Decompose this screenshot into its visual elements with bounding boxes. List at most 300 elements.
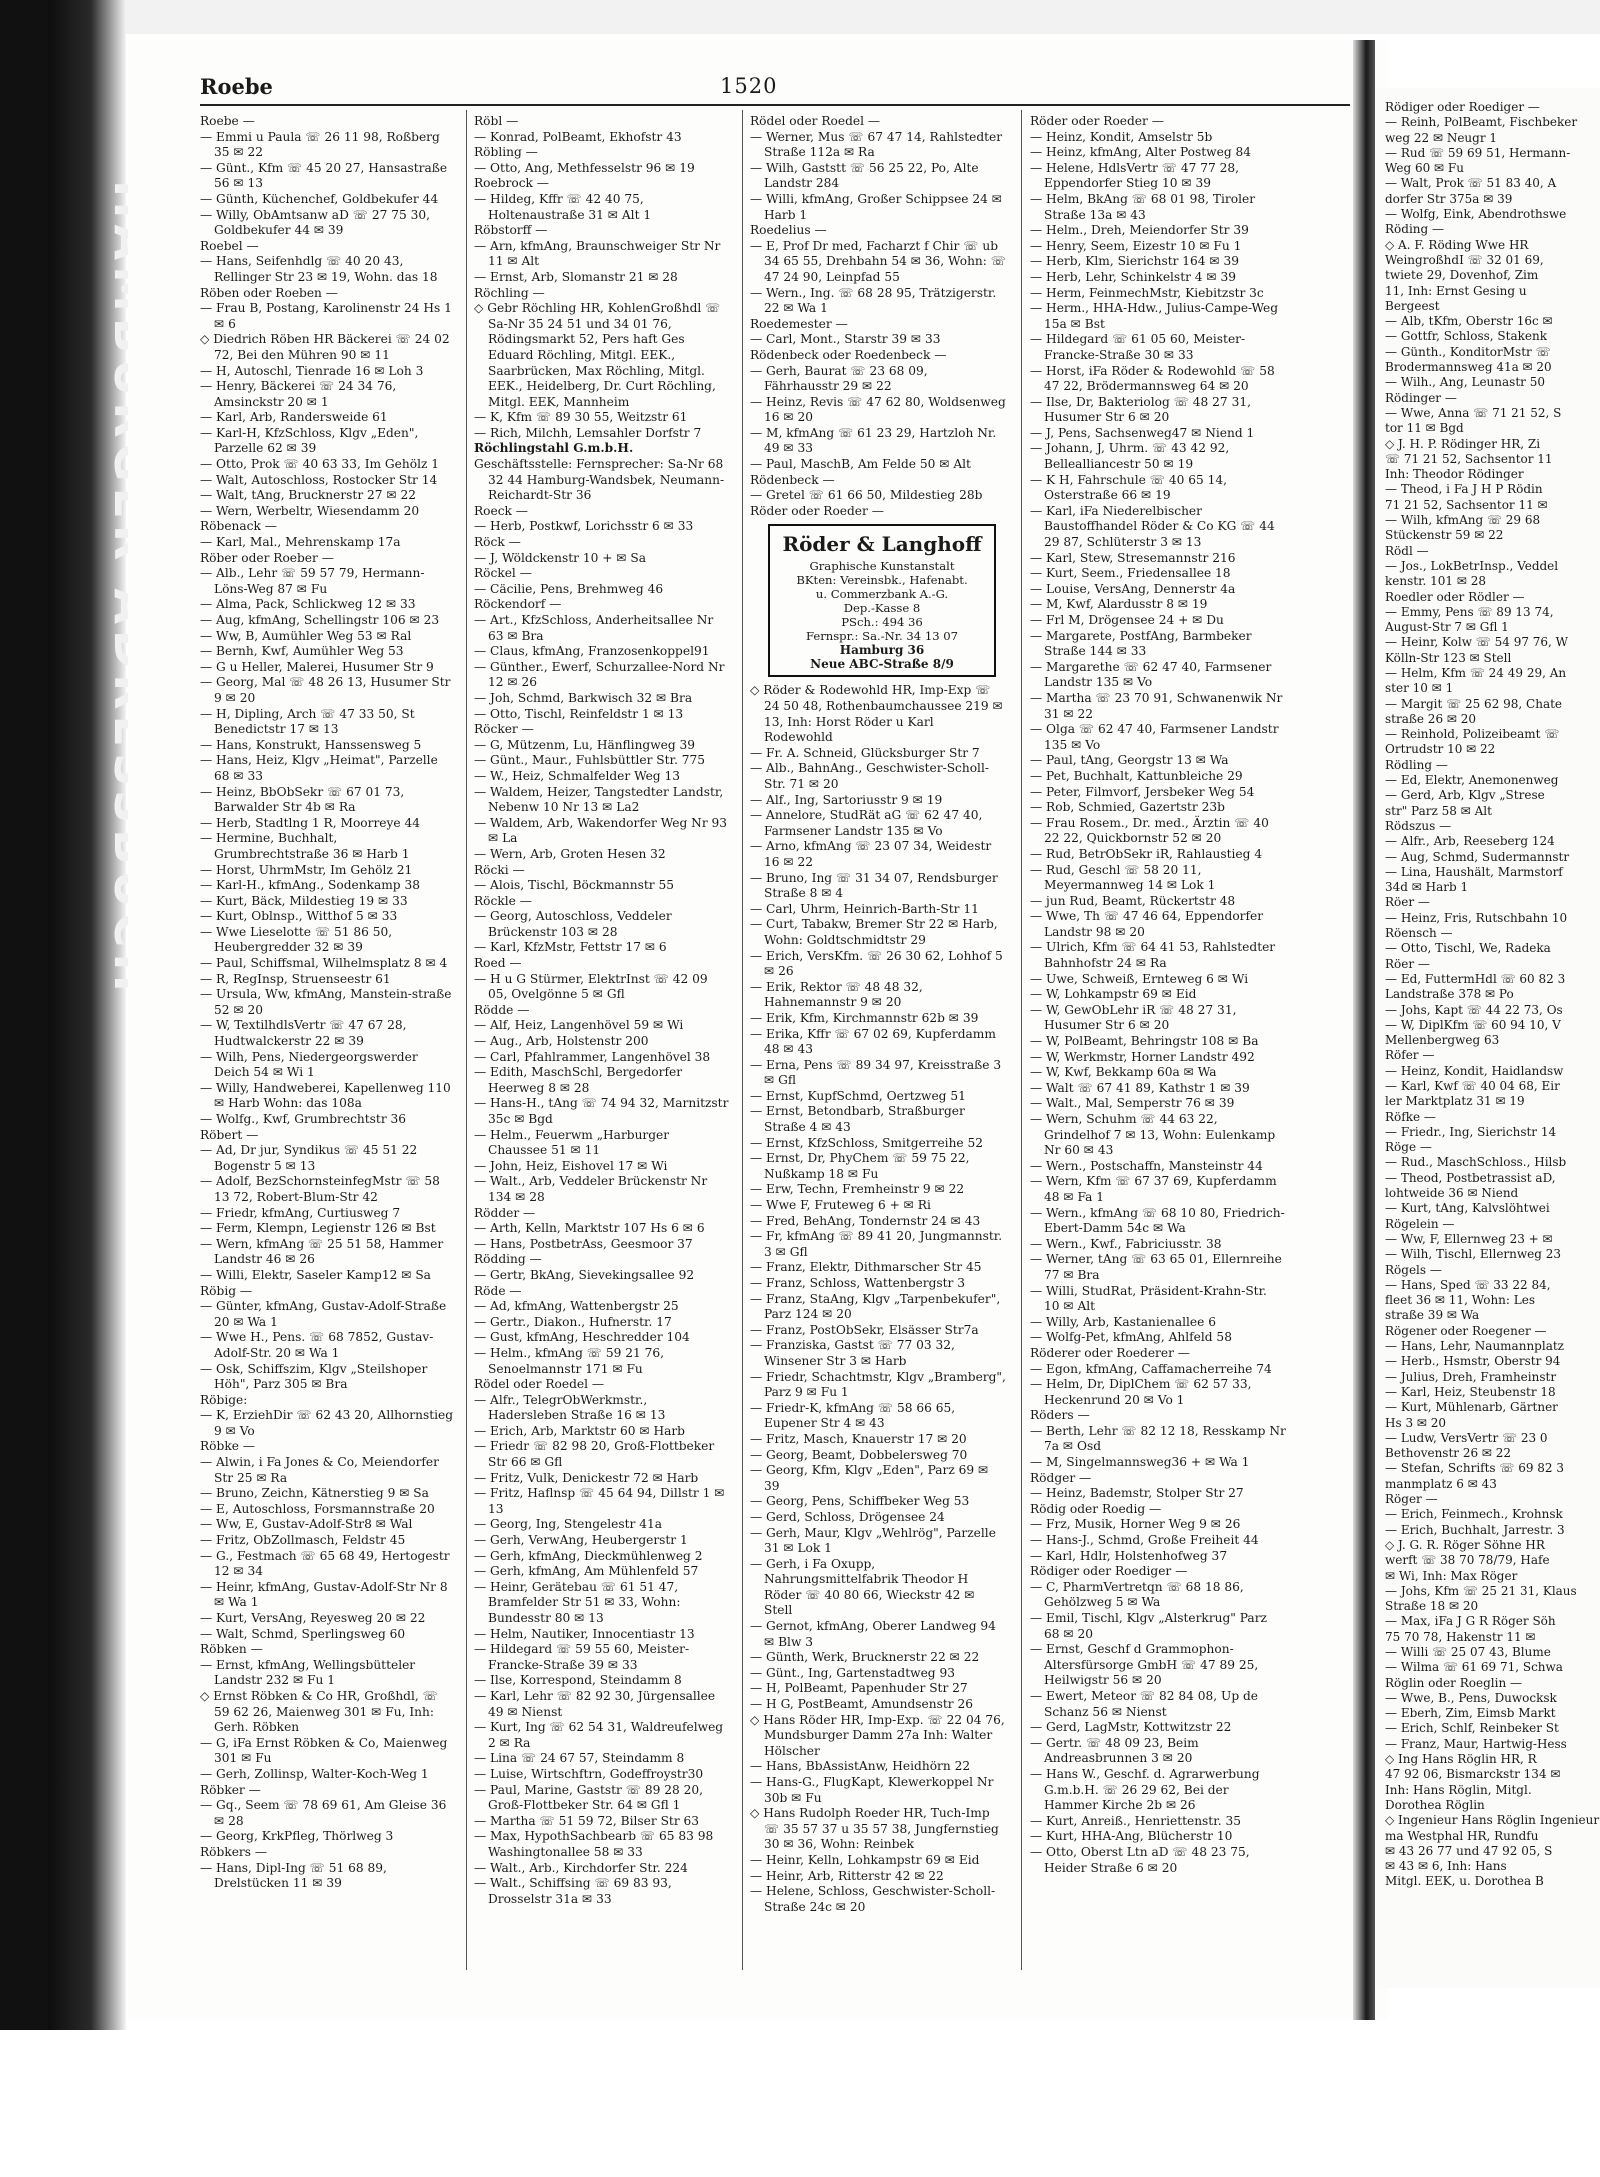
directory-entry: — G u Heller, Malerei, Husumer Str 9 <box>200 659 434 674</box>
directory-entry: — Walt., Arb, Veddeler Brückenstr Nr 134 ✉ 28 <box>474 1174 708 1204</box>
directory-entry: — Rud, BetrObSekr iR, Rahlaustieg 4 <box>1030 846 1263 861</box>
directory-entry: — Carl, Mont., Starstr 39 ✉ 33 <box>750 332 941 347</box>
facing-page-line: — Alfr., Arb, Reeseberg 124 <box>1385 834 1555 849</box>
directory-entry: — H u G Stürmer, ElektrInst ☏ 42 09 05, Ovelgönne 5 ✉ Gfl <box>474 971 708 1002</box>
facing-page-line: — Otto, Tischl, We, Radeka <box>1385 941 1551 956</box>
directory-entry: — Walt, Schmd, Sperlingsweg 60 <box>200 1626 406 1641</box>
directory-entry: — Günt., Kfm ☏ 45 20 27, Hansastraße 56 ✉ 13 <box>200 160 448 191</box>
facing-page-line: — Emmy, Pens ☏ 89 13 74, <box>1385 604 1554 619</box>
advertisement-box <box>768 524 996 677</box>
surname-heading: Roeck — <box>474 503 528 518</box>
surname-heading: Röders — <box>1030 1408 1090 1423</box>
directory-entry: — Wern., Ing. ☏ 68 28 95, Trätzigerstr. 22 ✉ Wa 1 <box>750 285 997 316</box>
advertisement-line: Graphische Kunstanstalt <box>809 559 955 574</box>
directory-entry: — Heinz, BbObSekr ☏ 67 01 73, Barwalder Str 4b ✉ Ra <box>200 784 405 815</box>
directory-entry: — W, TextilhdlsVertr ☏ 47 67 28, Hudtwalckerstr 22 ✉ 39 <box>200 1018 407 1049</box>
facing-page-line: Ortrudstr 10 ✉ 22 <box>1385 742 1496 757</box>
facing-page-line: — Hans, Lehr, Naumannplatz <box>1385 1339 1564 1354</box>
page-number: 1520 <box>720 74 778 98</box>
directory-entry: — Günth, Werk, Brucknerstr 22 ✉ 22 <box>750 1650 980 1665</box>
directory-entry: — Gerh, kfmAng, Dieckmühlenweg 2 <box>474 1548 703 1563</box>
directory-entry: — Martha ☏ 51 59 72, Bilser Str 63 <box>474 1813 700 1828</box>
facing-page-line: Kölln-Str 123 ✉ Stell <box>1385 650 1512 665</box>
directory-entry: — Ernst, Dr, PhyChem ☏ 59 75 22, Nußkamp 18 ✉ Fu <box>750 1151 970 1181</box>
directory-entry: — Arth, Kelln, Marktstr 107 Hs 6 ✉ 6 <box>474 1221 705 1236</box>
surname-heading: Röber oder Roeber — <box>200 550 334 565</box>
directory-entry: — Helene, Schloss, Geschwister-Scholl-Straße 24c ✉ 20 <box>750 1884 996 1914</box>
directory-entry: — Walt ☏ 67 41 89, Kathstr 1 ✉ 39 <box>1030 1080 1250 1095</box>
facing-page-line: — Alb, tKfm, Oberstr 16c ✉ <box>1385 314 1553 329</box>
facing-page-line: ◇ A. F. Röding Wwe HR <box>1385 237 1529 252</box>
facing-page-line: — Reinh, PolBeamt, Fischbeker <box>1385 115 1578 130</box>
directory-entry: — Karl, Arb, Randersweide 61 <box>200 410 388 425</box>
surname-heading: Rödel oder Roedel — <box>474 1377 605 1392</box>
directory-entry: — Bernh, Kwf, Aumühler Weg 53 <box>200 644 404 659</box>
directory-entry: — Kurt, Oblnsp., Witthof 5 ✉ 33 <box>200 909 398 924</box>
directory-entry: — Adolf, BezSchornsteinfegMstr ☏ 58 13 72, Robert-Blum-Str 42 <box>200 1174 440 1204</box>
surname-heading: Rödiger oder Roediger — <box>1030 1564 1188 1579</box>
facing-page-line: — Johs, Kfm ☏ 25 21 31, Klaus <box>1385 1583 1577 1598</box>
directory-entry: — Herm., HHA-Hdw., Julius-Campe-Weg 15a ✉ Bst <box>1030 301 1279 331</box>
surname-heading: Rödel oder Roedel — <box>750 114 881 128</box>
facing-page-line: — Erich, Feinmech., Krohnsk <box>1385 1507 1563 1522</box>
directory-entry: — Otto, Prok ☏ 40 63 33, Im Gehölz 1 <box>200 457 440 472</box>
facing-page-line: Röensch — <box>1385 926 1453 941</box>
directory-entry: — Wern, kfmAng ☏ 25 51 58, Hammer Landstr 46 ✉ 26 <box>200 1236 444 1267</box>
facing-page-line: — Ed, Elektr, Anemonenweg <box>1385 773 1559 788</box>
directory-entry: — Gerh, i Fa Oxupp, Nahrungsmittelfabrik Theodor H Röder ☏ 40 80 66, Wieckstr 42 ✉ Stell <box>750 1556 975 1618</box>
facing-page-line: — Wilh, Tischl, Ellernweg 23 <box>1385 1247 1562 1262</box>
surname-heading: Röbige: <box>200 1392 248 1407</box>
directory-entry: — G., Festmach ☏ 65 68 49, Hertogestr 12 ✉ 34 <box>200 1548 450 1579</box>
facing-page-line: Röfke — <box>1385 1109 1436 1124</box>
directory-entry: — Wilh, Gaststt ☏ 56 25 22, Po, Alte Landstr 284 <box>750 160 979 191</box>
facing-page-line: Rödling — <box>1385 757 1448 772</box>
facing-page-line: — Karl, Heiz, Steubenstr 18 <box>1385 1384 1556 1399</box>
directory-entry: — Henry, Bäckerei ☏ 24 34 76, Amsinckstr 20 ✉ 1 <box>200 379 397 409</box>
directory-entry: — Konrad, PolBeamt, Ekhofstr 43 <box>474 129 682 144</box>
surname-heading: Röbkers — <box>200 1844 268 1859</box>
directory-entry: — Cäcilie, Pens, Brehmweg 46 <box>474 581 664 596</box>
facing-page-line: lohtweide 36 ✉ Niend <box>1385 1186 1519 1201</box>
scan-top-margin <box>0 0 1600 34</box>
directory-entry: — Otto, Tischl, Reinfeldstr 1 ✉ 13 <box>474 706 684 721</box>
directory-entry: — W, PolBeamt, Behringstr 108 ✉ Ba <box>1030 1034 1259 1049</box>
facing-page-line: Dorothea Röglin <box>1385 1797 1485 1812</box>
facing-page-line: — Wilh, kfmAng ☏ 29 68 <box>1385 513 1541 528</box>
surname-heading: Röbig — <box>200 1283 253 1298</box>
directory-entry: — Günt., Ing, Gartenstadtweg 93 <box>750 1665 955 1680</box>
facing-page-line: Roedler oder Rödler — <box>1385 589 1525 604</box>
directory-entry: — Franziska, Gastst ☏ 77 03 32, Winsener Str 3 ✉ Harb <box>750 1338 955 1368</box>
header-rule <box>200 104 1350 106</box>
surname-heading: Röder oder Roeder — <box>750 503 884 518</box>
directory-entry: — Ernst, Arb, Slomanstr 21 ✉ 28 <box>474 269 678 284</box>
surname-heading: Rödder — <box>474 1205 536 1220</box>
directory-entry: — R, RegInsp, Struenseestr 61 <box>200 971 391 986</box>
directory-entry: — G, iFa Ernst Röbken & Co, Maienweg 301 ✉ Fu <box>200 1735 448 1766</box>
directory-entry: — Alf., Ing, Sartoriusstr 9 ✉ 19 <box>750 792 943 807</box>
facing-page-line: August-Str 7 ✉ Gfl 1 <box>1385 620 1509 635</box>
advertisement-line: u. Commerzbank A.-G. <box>815 587 949 602</box>
facing-page-line: str" Parz 58 ✉ Alt <box>1385 803 1492 818</box>
directory-entry: — Carl, Pfahlrammer, Langenhövel 38 <box>474 1049 711 1064</box>
directory-entry: — Waldem, Heizer, Tangstedter Landstr, Nebenw 10 Nr 13 ✉ La2 <box>474 784 724 815</box>
directory-entry: — Ulrich, Kfm ☏ 64 41 53, Rahlstedter Bahnhofstr 24 ✉ Ra <box>1030 940 1276 971</box>
facing-page-line: Weg 60 ✉ Fu <box>1385 161 1464 176</box>
directory-entry: — Egon, kfmAng, Caffamacherreihe 74 <box>1030 1361 1272 1376</box>
directory-entry: — Günth, Küchenchef, Goldbekufer 44 <box>200 191 439 206</box>
directory-entry: — Edith, MaschSchl, Bergedorfer Heerweg 8 ✉ 28 <box>474 1065 683 1095</box>
facing-page-line: — Wwe, Anna ☏ 71 21 52, S <box>1385 405 1562 420</box>
directory-entry: — Karl, Hdlr, Holstenhofweg 37 <box>1030 1548 1228 1563</box>
facing-page-line: Rödl — <box>1385 543 1429 558</box>
facing-page-line: — Rud ☏ 59 69 51, Hermann- <box>1385 145 1571 160</box>
directory-entry: — Fr, kfmAng ☏ 89 41 20, Jungmannstr. 3 ✉ Gfl <box>750 1229 1003 1259</box>
directory-entry: ◇ Gebr Röchling HR, KohlenGroßhdl ☏ Sa-Nr 35 24 51 und 34 01 76, Rödingsmarkt 52, Pers haft Ges Eduard Röchling, Mitgl. EEK., Saarbrücken, Max Röchling, Mitgl. EEK., Heidelberg, Dr. Curt Röchling, Mitgl. EEK, Mannheim <box>474 301 721 409</box>
directory-entry: — Paul, Marine, Gaststr ☏ 89 28 20, Groß-Flottbeker Str. 64 ✉ Gfl 1 <box>474 1782 704 1813</box>
running-head: Roebe <box>200 74 273 99</box>
facing-page-line: ☏ 71 21 52, Sachsentor 11 <box>1385 451 1553 466</box>
directory-entry: — Art., KfzSchloss, Anderheitsallee Nr 63 ✉ Bra <box>474 613 714 643</box>
directory-entry: — Walt., Mal, Semperstr 76 ✉ 39 <box>1030 1096 1235 1111</box>
directory-entry: — Erik, Kfm, Kirchmannstr 62b ✉ 39 <box>750 1010 979 1025</box>
directory-entry: ◇ Hans Röder HR, Imp-Exp. ☏ 22 04 76, Mundsburger Damm 27a Inh: Walter Hölscher <box>750 1712 1005 1758</box>
directory-entry: — Willi, Elektr, Saseler Kamp12 ✉ Sa <box>200 1267 431 1282</box>
directory-entry: — Helm., kfmAng ☏ 59 21 76, Senoelmannstr 171 ✉ Fu <box>474 1345 665 1376</box>
directory-entry: — Paul, tAng, Georgstr 13 ✉ Wa <box>1030 753 1229 768</box>
directory-entry: — Karl-H, KfzSchloss, Klgv „Eden", Parzelle 62 ✉ 39 <box>200 425 419 456</box>
directory-entry: — Karl, KfzMstr, Fettstr 17 ✉ 6 <box>474 940 667 955</box>
directory-entry: — Erw, Techn, Fremheinstr 9 ✉ 22 <box>750 1182 965 1197</box>
directory-entry: — Fritz, Haflnsp ☏ 45 64 94, Dillstr 1 ✉ 13 <box>474 1486 725 1516</box>
directory-entry: — Helm, BkAng ☏ 68 01 98, Tiroler Straße 13a ✉ 43 <box>1030 191 1256 222</box>
directory-entry: — Wern, Kfm ☏ 67 37 69, Kupferdamm 48 ✉ Fa 1 <box>1030 1174 1277 1204</box>
facing-page-line: — Theod, i Fa J H P Rödin <box>1385 482 1543 497</box>
directory-entry: — Arno, kfmAng ☏ 23 07 34, Weidestr 16 ✉ 22 <box>750 839 992 869</box>
directory-entry: — Friedr ☏ 82 98 20, Groß-Flottbeker Str 66 ✉ Gfl <box>474 1439 715 1470</box>
directory-entry: — Walt, Autoschloss, Rostocker Str 14 <box>200 472 438 487</box>
facing-page-line: Stückenstr 59 ✉ 22 <box>1385 528 1504 543</box>
facing-page-line: — Gerd, Arb, Klgv „Strese <box>1385 788 1545 803</box>
directory-entry: — Ww, B, Aumühler Weg 53 ✉ Ral <box>200 628 412 643</box>
directory-entry: — Heinr, Arb, Ritterstr 42 ✉ 22 <box>750 1868 944 1883</box>
directory-entry: — Hans, Dipl-Ing ☏ 51 68 89, Drelstücken 11 ✉ 39 <box>200 1860 387 1891</box>
directory-entry: — Kurt, Ing ☏ 62 54 31, Waldreufelweg 2 ✉ Ra <box>474 1720 724 1750</box>
directory-entry: — Luise, Wirtschftrn, Godeffroystr30 <box>474 1766 704 1781</box>
facing-page-line: Röge — <box>1385 1140 1432 1155</box>
directory-entry: — Kurt, HHA-Ang, Blücherstr 10 <box>1030 1829 1233 1844</box>
facing-page-line: 11, Inh: Ernst Gesing u <box>1385 283 1527 298</box>
directory-entry: — Willi, kfmAng, Großer Schippsee 24 ✉ Harb 1 <box>750 191 1002 222</box>
directory-entry: — Emmi u Paula ☏ 26 11 98, Roßberg 35 ✉ 22 <box>200 129 440 160</box>
facing-page-line: WeingroßhdI ☏ 32 01 69, <box>1385 252 1544 267</box>
directory-entry: — Erika, Kffr ☏ 67 02 69, Kupferdamm 48 ✉ 43 <box>750 1026 996 1057</box>
facing-page-line: — Julius, Dreh, Framheinstr <box>1385 1369 1557 1384</box>
directory-entry: — Helene, HdlsVertr ☏ 47 77 28, Eppendorfer Stieg 10 ✉ 39 <box>1030 160 1239 191</box>
directory-entry: — Rud, Geschl ☏ 58 20 11, Meyermannweg 14 ✉ Lok 1 <box>1030 862 1216 893</box>
directory-entry: — Gretel ☏ 61 66 50, Mildestieg 28b <box>750 488 983 503</box>
surname-heading: Roedemester — <box>750 316 848 331</box>
directory-entry: — Otto, Oberst Ltn aD ☏ 48 23 75, Heider Straße 6 ✉ 20 <box>1030 1844 1250 1875</box>
directory-entry: — W, Werkmstr, Horner Landstr 492 <box>1030 1049 1255 1064</box>
directory-entry: — Franz, Schloss, Wattenbergstr 3 <box>750 1276 965 1290</box>
advertisement-address: Neue ABC-Straße 8/9 <box>810 657 954 672</box>
facing-page-line: — Eberh, Zim, Eimsb Markt <box>1385 1706 1556 1721</box>
directory-column-1 <box>200 114 456 1974</box>
directory-entry: — Gerd, Schloss, Drögensee 24 <box>750 1509 945 1524</box>
facing-page-line: — Wilma ☏ 61 69 71, Schwa <box>1385 1660 1563 1675</box>
directory-entry: — Erich, VersKfm. ☏ 26 30 62, Lohhof 5 ✉ 26 <box>750 948 1003 979</box>
directory-entry: — Wwe, Th ☏ 47 46 64, Eppendorfer Landstr 98 ✉ 20 <box>1030 909 1264 939</box>
facing-page-line: — Friedr., Ing, Sierichstr 14 <box>1385 1124 1557 1139</box>
facing-page-line: — Theod, Postbetrassist aD, <box>1385 1170 1556 1185</box>
facing-page-line: straße 39 ✉ Wa <box>1385 1308 1480 1323</box>
surname-heading: Röbker — <box>200 1782 261 1797</box>
advertisement-line: Dep.-Kasse 8 <box>843 601 921 616</box>
facing-page-line: Rödszus — <box>1385 818 1452 833</box>
directory-entry: — Joh, Schmd, Barkwisch 32 ✉ Bra <box>474 690 693 705</box>
directory-entry: — Karl, Lehr ☏ 82 92 30, Jürgensallee 49 ✉ Nienst <box>474 1688 716 1719</box>
surname-heading: Roed — <box>474 956 522 971</box>
directory-entry: — Heinz, Bademstr, Stolper Str 27 <box>1030 1486 1244 1501</box>
directory-entry: — Osk, Schiffszim, Klgv „Steilshoper Höh", Parz 305 ✉ Bra <box>200 1361 428 1392</box>
surname-heading: Rödig oder Roedig — <box>1030 1501 1162 1516</box>
directory-entry: — Wern., kfmAng ☏ 68 10 80, Friedrich-Ebert-Damm 54c ✉ Wa <box>1030 1205 1285 1236</box>
directory-entry: — Gerh, Maur, Klgv „Wehlrög", Parzelle 31 ✉ Lok 1 <box>750 1525 996 1556</box>
facing-page-line: Röding — <box>1385 222 1445 237</box>
facing-page-line: Röer — <box>1385 895 1430 910</box>
facing-page-line: — Willi ☏ 25 07 43, Blume <box>1385 1644 1551 1659</box>
facing-page-line: Röglin oder Roeglin — <box>1385 1675 1522 1690</box>
directory-entry: — Ernst, Betondbarb, Straßburger Straße 4 ✉ 43 <box>750 1104 965 1135</box>
column-divider <box>466 110 467 1970</box>
directory-entry: — Fred, BehAng, Tondernstr 24 ✉ 43 <box>750 1213 981 1228</box>
facing-page-line: — Rud., MaschSchloss., Hilsb <box>1385 1155 1567 1170</box>
advertisement-address: Hamburg 36 <box>839 643 925 658</box>
directory-entry: — Helm., Dreh, Meiendorfer Str 39 <box>1030 223 1249 238</box>
directory-entry: — Herb, Klm, Sierichstr 164 ✉ 39 <box>1030 254 1240 269</box>
directory-entry: — Alwin, i Fa Jones & Co, Meiendorfer Str 25 ✉ Ra <box>200 1455 439 1485</box>
directory-entry: — Aug., Arb, Holstenstr 200 <box>474 1034 649 1049</box>
directory-entry: — Gerh, kfmAng, Am Mühlenfeld 57 <box>474 1564 699 1579</box>
facing-page-line: — Erich, Buchhalt, Jarrestr. 3 <box>1385 1522 1565 1537</box>
advertisement-title: Röder & Langhoff <box>782 532 982 557</box>
facing-page-line: — Wilh., Ang, Leunastr 50 <box>1385 375 1545 390</box>
directory-entry: — Kurt, VersAng, Reyesweg 20 ✉ 22 <box>200 1611 426 1625</box>
directory-entry: — Herb, Postkwf, Lorichsstr 6 ✉ 33 <box>474 519 694 534</box>
directory-entry: — Hans, BbAssistAnw, Heidhörn 22 <box>750 1759 971 1774</box>
surname-heading: Röcker — <box>474 722 534 737</box>
directory-entry: — Walt., Schiffsing ☏ 69 83 93, Drosselstr 31a ✉ 33 <box>474 1876 672 1906</box>
surname-heading: Röbken — <box>200 1642 263 1657</box>
directory-entry: — H G, PostBeamt, Amundsenstr 26 <box>750 1697 973 1712</box>
directory-entry: — Alois, Tischl, Böckmannstr 55 <box>474 878 674 893</box>
directory-entry: — Georg, KrkPfleg, Thörlweg 3 <box>200 1829 394 1844</box>
directory-entry: — Fritz, Masch, Knauerstr 17 ✉ 20 <box>750 1431 967 1446</box>
directory-entry: — John, Heiz, Eishovel 17 ✉ Wi <box>474 1158 668 1173</box>
directory-entry: — Gertr. ☏ 48 09 23, Beim Andreasbrunnen 3 ✉ 20 <box>1030 1735 1199 1766</box>
directory-entry: — Paul, Schiffsmal, Wilhelmsplatz 8 ✉ 4 <box>200 956 448 971</box>
facing-page-line: Inh: Hans Röglin, Mitgl. <box>1385 1782 1532 1797</box>
directory-entry: — Hans, Seifenhdlg ☏ 40 20 43, Rellinger Str 23 ✉ 19, Wohn. das 18 <box>200 254 438 284</box>
facing-page-line: ✉ 43 26 77 und 47 92 05, S <box>1385 1843 1553 1858</box>
directory-entry: — Rich, Milchh, Lemsahler Dorfstr 7 <box>474 425 702 440</box>
surname-heading: Röckendorf — <box>474 597 562 612</box>
directory-entry: — Günt., Maur., Fuhlsbüttler Str. 775 <box>474 753 706 768</box>
directory-entry: — M, kfmAng ☏ 61 23 29, Hartzloh Nr. 49 ✉ 33 <box>750 425 997 456</box>
facing-page-line: fleet 36 ✉ 11, Wohn: Les <box>1385 1293 1535 1308</box>
directory-entry: — Wolfg-Pet, kfmAng, Ahlfeld 58 <box>1030 1330 1232 1345</box>
directory-entry: — Horst, UhrmMstr, Im Gehölz 21 <box>200 862 413 877</box>
directory-entry: — Günter, kfmAng, Gustav-Adolf-Straße 20 ✉ Wa 1 <box>200 1299 447 1329</box>
facing-page-line: — Helm, Kfm ☏ 24 49 29, An <box>1385 665 1567 680</box>
directory-entry: ◇ Hans Rudolph Roeder HR, Tuch-Imp ☏ 35 57 37 u 35 57 38, Jungfernstieg 30 ✉ 36, Wohn: Reinbek <box>750 1806 999 1852</box>
directory-entry: — Wilh, Pens, Niedergeorgswerder Deich 54 ✉ Wi 1 <box>200 1049 418 1080</box>
directory-entry: — W., Heiz, Schmalfelder Weg 13 <box>474 768 680 783</box>
directory-entry: — Kurt, Seem., Friedensallee 18 <box>1030 566 1231 581</box>
directory-entry: — Willi, StudRat, Präsident-Krahn-Str. 10 ✉ Alt <box>1030 1283 1267 1314</box>
facing-page-line: Rögener oder Roegener — <box>1385 1323 1547 1338</box>
directory-entry: — W, Kwf, Bekkamp 60a ✉ Wa <box>1030 1065 1217 1080</box>
directory-entry: — Ilse, Korrespond, Steindamm 8 <box>474 1673 682 1688</box>
directory-entry: — Georg, Autoschloss, Veddeler Brückenstr 103 ✉ 28 <box>474 909 672 939</box>
facing-page-line: — Günth., KonditorMstr ☏ <box>1385 344 1551 359</box>
directory-entry: — Hans W., Geschf. d. Agrarwerbung G.m.b.H. ☏ 26 29 62, Bei der Hammer Kirche 2b ✉ 26 <box>1030 1766 1260 1813</box>
facing-page-line: — Franz, Maur, Hartwig-Hess <box>1385 1736 1567 1751</box>
directory-entry: — Franz, Elektr, Dithmarscher Str 45 <box>750 1260 982 1275</box>
column-divider <box>742 110 743 1970</box>
surname-heading: Röcki — <box>474 862 525 877</box>
directory-entry: — Helm, Dr, DiplChem ☏ 62 57 33, Heckenrund 20 ✉ Vo 1 <box>1030 1377 1252 1407</box>
surname-heading: Röbenack — <box>200 519 277 534</box>
book-gutter <box>1353 40 1375 2020</box>
directory-entry: — Wolfg., Kwf, Grumbrechtstr 36 <box>200 1112 407 1126</box>
directory-entry: — Ernst, kfmAng, Wellingsbütteler Landstr 232 ✉ Fu 1 <box>200 1657 416 1688</box>
directory-entry: — Uwe, Schweiß, Ernteweg 6 ✉ Wi <box>1030 971 1249 986</box>
directory-entry: ◇ Diedrich Röben HR Bäckerei ☏ 24 02 72, Bei den Mühren 90 ✉ 11 <box>200 332 450 362</box>
facing-page-line: — Heinz, Fris, Rutschbahn 10 <box>1385 910 1568 925</box>
directory-entry: — Frl M, Drögensee 24 + ✉ Du <box>1030 613 1224 627</box>
facing-page-line: ma Westphal HR, Rundfu <box>1385 1828 1539 1843</box>
directory-entry: — Fritz, Vulk, Denickestr 72 ✉ Harb <box>474 1470 699 1485</box>
facing-page-line: — Karl, Kwf ☏ 40 04 68, Eir <box>1385 1079 1560 1093</box>
directory-entry: — Louise, VersAng, Dennerstr 4a <box>1030 581 1236 596</box>
directory-entry: — Ernst, KupfSchmd, Oertzweg 51 <box>750 1088 966 1103</box>
facing-page-line: dorfer Str 375a ✉ 39 <box>1385 191 1513 206</box>
directory-entry: — Walt., Arb., Kirchdorfer Str. 224 <box>474 1860 688 1875</box>
directory-entry: — Georg, Beamt, Dobbelersweg 70 <box>750 1447 968 1462</box>
surname-heading: Rödenbeck oder Roedenbeck — <box>750 347 947 362</box>
directory-entry: — Margarete, PostfAng, Barmbeker Straße 144 ✉ 33 <box>1030 628 1252 659</box>
surname-heading: Röchling — <box>474 285 545 300</box>
directory-entry: — H, PolBeamt, Papenhuder Str 27 <box>750 1681 968 1696</box>
directory-entry: — Hildeg, Kffr ☏ 42 40 75, Holtenaustraße 31 ✉ Alt 1 <box>474 191 652 222</box>
facing-page-line: Bethovenstr 26 ✉ 22 <box>1385 1446 1512 1461</box>
surname-heading: Röder oder Roeder — <box>1030 114 1164 128</box>
directory-entry: — H, Autoschl, Tienrade 16 ✉ Loh 3 <box>200 363 424 378</box>
directory-entry: — Hans-G., FlugKapt, Klewerkoppel Nr 30b ✉ Fu <box>750 1775 994 1805</box>
directory-entry: — Henry, Seem, Eizestr 10 ✉ Fu 1 <box>1030 238 1242 253</box>
facing-page-line: 75 70 78, Hakenstr 11 ✉ <box>1385 1629 1536 1644</box>
facing-page-line: straße 26 ✉ 20 <box>1385 711 1477 726</box>
directory-entry: — Georg, Kfm, Klgv „Eden", Parz 69 ✉ 39 <box>750 1463 989 1493</box>
directory-entry: — Lina ☏ 24 67 57, Steindamm 8 <box>474 1751 685 1766</box>
facing-page-line: — Stefan, Schrifts ☏ 69 82 3 <box>1385 1461 1565 1476</box>
directory-entry: — Herb, Stadtlng 1 R, Moorreye 44 <box>200 815 420 830</box>
facing-page-line: ster 10 ✉ 1 <box>1385 681 1454 696</box>
directory-entry: — Frau B, Postang, Karolinenstr 24 Hs 1 ✉ 6 <box>200 301 452 331</box>
facing-page-fragment <box>1375 88 1600 1988</box>
directory-entry: — Georg, Pens, Schiffbeker Weg 53 <box>750 1494 970 1509</box>
directory-entry: — M, Kwf, Alardusstr 8 ✉ 19 <box>1030 597 1208 612</box>
facing-page-line: — Walt, Prok ☏ 51 83 40, A <box>1385 176 1557 191</box>
directory-entry: — K, ErziehDir ☏ 62 43 20, Allhornstieg 9 ✉ Vo <box>200 1408 454 1438</box>
directory-entry: — K, Kfm ☏ 89 30 55, Weitzstr 61 <box>474 410 688 425</box>
facing-page-line: Straße 18 ✉ 20 <box>1385 1599 1479 1614</box>
surname-heading: Röckle — <box>474 893 532 908</box>
surname-heading: Roebrock — <box>474 176 549 191</box>
directory-entry: — W, GewObLehr iR ☏ 48 27 31, Husumer Str 6 ✉ 20 <box>1030 1002 1237 1033</box>
facing-page-line: — Lina, Haushält, Marmstorf <box>1385 864 1563 879</box>
directory-entry: — Hans-J., Schmd, Große Freiheit 44 <box>1030 1533 1259 1548</box>
facing-page-line: Bergeest <box>1385 298 1440 313</box>
directory-entry: — Heinz, kfmAng, Alter Postweg 84 <box>1030 145 1252 160</box>
directory-entry: — Hans-H., tAng ☏ 74 94 32, Marnitzstr 35c ✉ Bgd <box>474 1096 729 1126</box>
directory-entry: — K H, Fahrschule ☏ 40 65 14, Osterstraße 66 ✉ 19 <box>1030 472 1228 503</box>
directory-entry: — Paul, MaschB, Am Felde 50 ✉ Alt <box>750 457 971 472</box>
surname-heading: Roebe — <box>200 114 255 128</box>
directory-entry: — Georg, Ing, Stengelestr 41a <box>474 1517 662 1532</box>
directory-entry: — Bruno, Zeichn, Kätnerstieg 9 ✉ Sa <box>200 1486 429 1501</box>
surname-heading: Röderer oder Roederer — <box>1030 1345 1190 1360</box>
directory-entry: — Willy, Arb, Kastanienallee 6 <box>1030 1314 1216 1329</box>
surname-heading: Rödger — <box>1030 1470 1092 1485</box>
directory-entry: — Berth, Lehr ☏ 82 12 18, Resskamp Nr 7a ✉ Osd <box>1030 1423 1286 1454</box>
facing-page-line: Röger — <box>1385 1492 1438 1507</box>
directory-entry: — Gerh, VerwAng, Heubergerstr 1 <box>474 1533 688 1548</box>
surname-heading: Röbling — <box>474 145 538 160</box>
facing-page-line: 47 92 06, Bismarckstr 134 ✉ <box>1385 1767 1561 1782</box>
facing-page-line: werft ☏ 38 70 78/79, Hafe <box>1385 1553 1550 1568</box>
directory-entry: — C, PharmVertretqn ☏ 68 18 86, Gehölzweg 5 ✉ Wa <box>1030 1579 1244 1610</box>
facing-page-line: — Jos., LokBetrInsp., Veddel <box>1385 558 1559 573</box>
directory-entry: — Max, HypothSachbearb ☏ 65 83 98 Washingtonallee 58 ✉ 33 <box>474 1829 714 1859</box>
directory-entry: — Ernst, KfzSchloss, Smitgerreihe 52 <box>750 1135 984 1150</box>
directory-entry: — Karl, Mal., Mehrenskamp 17a <box>200 535 401 550</box>
directory-entry: Geschäftsstelle: Fernsprecher: Sa-Nr 68 32 44 Hamburg-Wandsbek, Neumann-Reichardt-Str 36 <box>474 457 725 503</box>
directory-entry: — Friedr, kfmAng, Curtiusweg 7 <box>200 1205 401 1220</box>
facing-page-line: Hs 3 ✉ 20 <box>1385 1415 1447 1430</box>
directory-entry: — Helm, Nautiker, Innocentiastr 13 <box>474 1626 695 1641</box>
directory-entry: — J, Wöldckenstr 10 + ✉ Sa <box>474 550 647 565</box>
facing-page-line: Landstraße 378 ✉ Po <box>1385 987 1514 1002</box>
facing-page-line: — Wolfg, Eink, Abendrothswe <box>1385 207 1567 222</box>
facing-page-line: — Wwe, B., Pens, Duwocksk <box>1385 1690 1557 1705</box>
surname-heading: Röckel — <box>474 566 532 581</box>
facing-page-line: — W, DiplKfm ☏ 60 94 10, V <box>1385 1017 1561 1032</box>
directory-entry: — Gerd, LagMstr, Kottwitzstr 22 <box>1030 1720 1232 1735</box>
directory-entry: — Erna, Pens ☏ 89 34 97, Kreisstraße 3 ✉ Gfl <box>750 1057 1002 1088</box>
directory-entry: — Willy, Handweberei, Kapellenweg 110 ✉ Harb Wohn: das 108a <box>200 1080 451 1111</box>
directory-entry: — Franz, StaAng, Klgv „Tarpenbekufer", Parz 124 ✉ 20 <box>750 1291 1001 1322</box>
facing-page-line: ◇ Ing Hans Röglin HR, R <box>1385 1752 1537 1767</box>
facing-page-line: tor 11 ✉ Bgd <box>1385 421 1464 436</box>
surname-heading: Rödde — <box>474 1002 530 1017</box>
directory-entry: — Ww, E, Gustav-Adolf-Str8 ✉ Wal <box>200 1517 413 1532</box>
directory-entry: ◇ Ernst Röbken & Co HR, Großhdl, ☏ 59 62 26, Maienweg 301 ✉ Fu, Inh: Gerh. Röbken <box>200 1688 438 1735</box>
facing-page-line: Röfer — <box>1385 1048 1435 1063</box>
